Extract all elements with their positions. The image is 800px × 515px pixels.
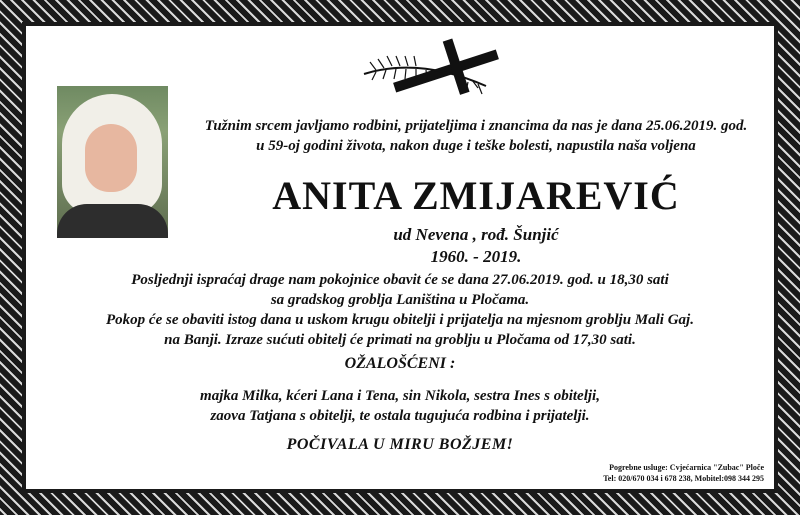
intro-line-1: Tužnim srcem javljamo rodbini, prijateljima i znancima da nas je dana 25.06.2019. god. bbox=[204, 118, 748, 134]
funeral-service-credit bbox=[544, 462, 764, 484]
intro-text bbox=[176, 116, 776, 156]
mourners-heading: OŽALOŠĆENI : bbox=[344, 355, 456, 372]
mourners-line-1: majka Milka, kćeri Lana i Tena, sin Nikola, sestra Ines s obitelji, bbox=[200, 388, 600, 404]
intro-line-2: u 59-oj godini života, nakon duge i teške bolesti, napustila naša voljena bbox=[256, 138, 696, 154]
maiden-name: ud Nevena , rođ. Šunjić bbox=[393, 225, 559, 244]
deceased-portrait-photo bbox=[57, 86, 168, 238]
mourners-line-2: zaova Tatjana s obitelji, te ostala tugujuća rodbina i prijatelji. bbox=[210, 408, 590, 424]
funeral-details bbox=[26, 270, 774, 350]
rest-in-peace-text: POČIVALA U MIRU BOŽJEM! bbox=[286, 436, 514, 453]
funeral-line-4: na Banji. Izraze sućuti obitelj će primati na groblju u Pločama od 17,30 sati. bbox=[164, 332, 636, 348]
funeral-line-3: Pokop će se obaviti istog dana u uskom krugu obitelji i prijatelja na mjesnom groblju Mali Gaj. bbox=[106, 312, 694, 328]
life-years: 1960. - 2019. bbox=[430, 247, 522, 266]
funeral-line-2: sa gradskog groblja Laniština u Pločama. bbox=[270, 292, 530, 308]
footer-line-1: Pogrebne usluge: Cvjećarnica "Zubac" Ploče bbox=[609, 463, 764, 472]
footer-line-2: Tel: 020/670 034 i 678 238, Mobitel:098 344 295 bbox=[603, 474, 764, 483]
mourners-list bbox=[26, 386, 774, 426]
deceased-name: ANITA ZMIJAREVIĆ bbox=[272, 173, 680, 218]
funeral-line-1: Posljednji ispraćaj drage nam pokojnice obavit će se dana 27.06.2019. god. u 18,30 sati bbox=[131, 272, 669, 288]
cross-with-palm-branch-icon bbox=[356, 36, 506, 106]
obituary-notice bbox=[26, 26, 774, 489]
